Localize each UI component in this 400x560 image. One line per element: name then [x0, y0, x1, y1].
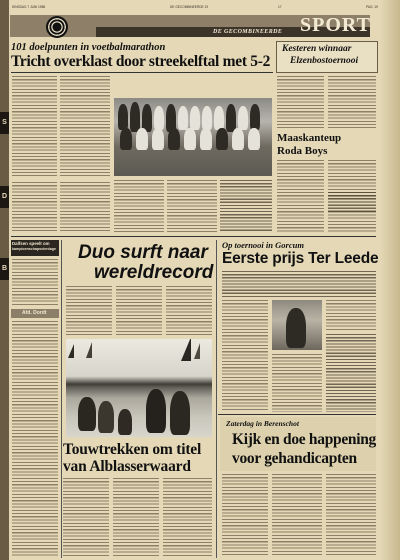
marathon-body-col4 [167, 180, 217, 232]
folio-page: PAG. 19 [366, 5, 378, 9]
surf-photo [66, 339, 212, 437]
marathon-results-list [220, 180, 272, 232]
sidebar-sub-label: Afd. Dordt [22, 310, 47, 316]
spectator [98, 401, 114, 433]
section-title: SPORT [300, 14, 371, 36]
gorcum-headline: Eerste prijs Ter Leede [222, 250, 379, 267]
player-figure [286, 308, 306, 348]
page-gutter [380, 0, 400, 560]
edge-tab: S [0, 112, 9, 134]
maaskanteup-headline-1: Maaskanteup [277, 132, 342, 144]
marathon-headline: Tricht overklast door streekelftal met 5-2 [11, 53, 271, 70]
touwtrekken-headline-2: van Alblasserwaard [63, 458, 191, 475]
folio-date: DINSDAG 7 JUNI 1988 [12, 5, 46, 9]
gorcum-body-col2 [272, 354, 322, 412]
sidebar-headline-1: Dalfsen speelt om [12, 241, 50, 246]
gorcum-standings [326, 334, 376, 412]
marathon-body-col1b [12, 182, 57, 232]
duo-body-col2 [116, 286, 162, 336]
gorcum-kicker: Op toernooi in Gorcum [222, 240, 304, 250]
paper-name: DE GECOMBINEERDE [213, 29, 283, 35]
edge-tab: B [0, 258, 9, 280]
spectator [118, 409, 132, 435]
column-rule [216, 240, 217, 558]
touwtrekken-body-col3 [163, 478, 212, 556]
edge-tab: D [0, 186, 9, 208]
folio-paper: DE GECOMBINEERDE 19 [170, 5, 209, 9]
marathon-body-col1 [12, 76, 57, 176]
gorcum-photo [272, 300, 322, 350]
touwtrekken-body-col2 [113, 478, 159, 556]
maaskanteup-table [328, 192, 376, 212]
sail-icon [181, 339, 191, 361]
berenschot-body-col3 [326, 474, 376, 556]
marathon-body-col3 [114, 180, 164, 232]
left-page-edge [0, 0, 9, 560]
berenschot-headline-1: Kijk en doe happening [232, 431, 377, 448]
sail-icon [194, 343, 200, 359]
sidebar-headline-2: kampioenschapsvierdage [12, 247, 56, 251]
column-rule [61, 240, 62, 558]
section-divider [11, 236, 376, 237]
touwtrekken-headline-1: Touwtrekken om titel [63, 441, 202, 458]
marathon-kicker: 101 doelpunten in voetbalmarathon [11, 42, 166, 53]
sidebar-body-1 [12, 259, 58, 305]
duo-body-col3 [166, 286, 212, 336]
marathon-body-col2 [60, 76, 110, 176]
spectator [146, 389, 166, 433]
target-logo-icon [46, 16, 68, 38]
headline-rule [11, 72, 273, 73]
kesteren-body-col1 [277, 76, 324, 128]
duo-headline-2: wereldrecord [94, 262, 214, 283]
folio-line [10, 5, 396, 11]
spectator [170, 391, 190, 435]
sidebar-body-2 [12, 321, 58, 556]
duo-body-col1 [66, 286, 112, 336]
gorcum-body-col1 [222, 300, 268, 412]
kesteren-headline-1: Kesteren winnaar [282, 44, 352, 54]
berenschot-body-col2 [272, 474, 322, 556]
spectator [78, 397, 96, 431]
maaskanteup-body-col1 [277, 160, 324, 232]
touwtrekken-body-col1 [63, 478, 109, 556]
folio-mark: 17 [278, 5, 282, 9]
team-photo [114, 98, 272, 176]
kesteren-headline-2: Elzenbostoernooi [290, 56, 359, 66]
kesteren-body-col2 [328, 76, 376, 128]
duo-headline-1: Duo surft naar [78, 242, 208, 263]
berenschot-kicker: Zaterdag in Berenschot [226, 419, 299, 428]
marathon-body-col2b [60, 182, 110, 232]
sail-icon [86, 342, 92, 358]
section-divider [218, 414, 376, 415]
maaskanteup-headline-2: Roda Boys [277, 145, 328, 157]
berenschot-headline-2: voor gehandicapten [232, 450, 357, 467]
gorcum-intro [222, 271, 376, 297]
gorcum-body-col3 [326, 300, 376, 330]
berenschot-body-col1 [222, 474, 268, 556]
sail-icon [68, 344, 74, 358]
